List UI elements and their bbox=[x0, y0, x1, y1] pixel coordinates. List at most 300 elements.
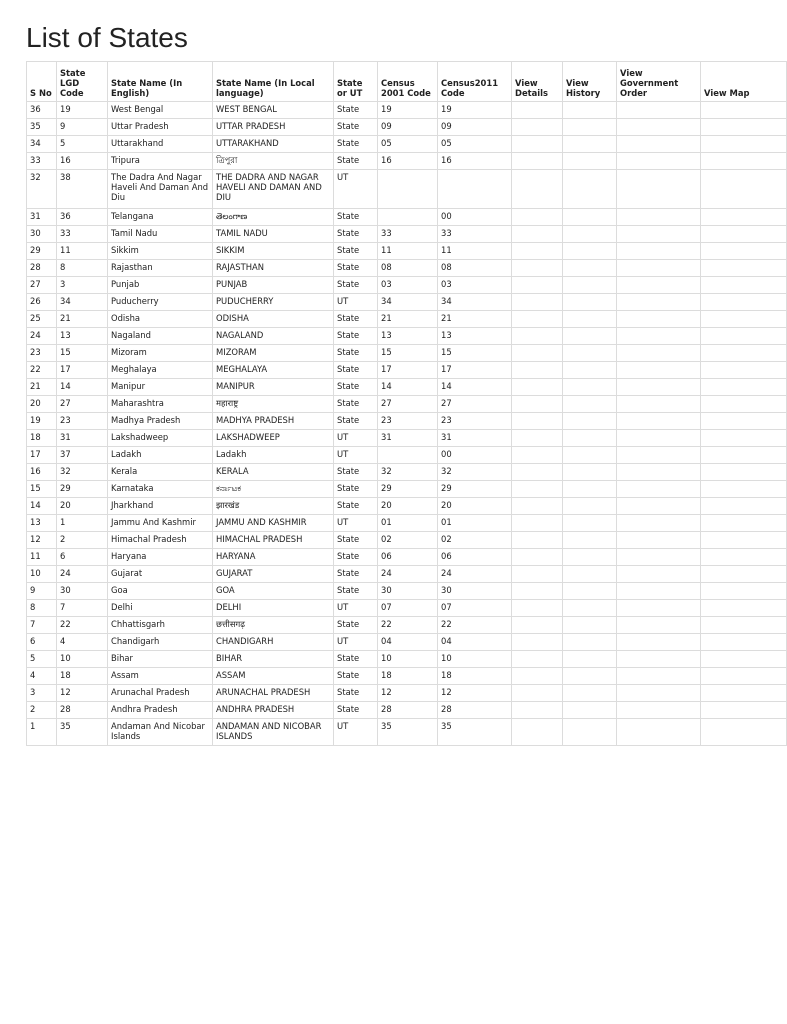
cell-state-name-english: Kerala bbox=[108, 464, 213, 481]
view-history-cell[interactable] bbox=[563, 226, 617, 243]
cell-state-lgd-code: 22 bbox=[57, 617, 108, 634]
view-government-order-cell[interactable] bbox=[617, 102, 701, 119]
view-history-cell[interactable] bbox=[563, 532, 617, 549]
view-history-cell[interactable] bbox=[563, 549, 617, 566]
cell-s-no: 26 bbox=[27, 294, 57, 311]
cell-census-2001-code: 34 bbox=[378, 294, 438, 311]
cell-state-name-english: Chhattisgarh bbox=[108, 617, 213, 634]
cell-s-no: 22 bbox=[27, 362, 57, 379]
cell-state-name-local: తెలంగాణ bbox=[213, 209, 334, 226]
view-map-cell[interactable] bbox=[701, 600, 787, 617]
view-history-cell[interactable] bbox=[563, 328, 617, 345]
view-history-cell[interactable] bbox=[563, 260, 617, 277]
view-government-order-cell[interactable] bbox=[617, 702, 701, 719]
view-government-order-cell[interactable] bbox=[617, 345, 701, 362]
view-government-order-cell[interactable] bbox=[617, 481, 701, 498]
cell-census-2001-code: 16 bbox=[378, 153, 438, 170]
cell-state-or-ut: State bbox=[334, 277, 378, 294]
view-history-cell[interactable] bbox=[563, 719, 617, 746]
view-government-order-cell[interactable] bbox=[617, 294, 701, 311]
cell-state-name-english: Uttarakhand bbox=[108, 136, 213, 153]
view-details-cell[interactable] bbox=[512, 702, 563, 719]
view-government-order-cell[interactable] bbox=[617, 413, 701, 430]
view-details-cell[interactable] bbox=[512, 617, 563, 634]
cell-state-name-english: Karnataka bbox=[108, 481, 213, 498]
cell-state-name-english: Assam bbox=[108, 668, 213, 685]
view-history-cell[interactable] bbox=[563, 481, 617, 498]
table-row bbox=[27, 396, 787, 413]
view-map-cell[interactable] bbox=[701, 583, 787, 600]
states-table-container bbox=[26, 61, 750, 746]
cell-s-no: 35 bbox=[27, 119, 57, 136]
view-map-cell[interactable] bbox=[701, 362, 787, 379]
view-map-cell[interactable] bbox=[701, 243, 787, 260]
cell-census-2001-code: 27 bbox=[378, 396, 438, 413]
view-government-order-cell[interactable] bbox=[617, 515, 701, 532]
cell-state-lgd-code: 3 bbox=[57, 277, 108, 294]
cell-census-2011-code: 11 bbox=[438, 243, 512, 260]
view-map-cell[interactable] bbox=[701, 532, 787, 549]
view-map-cell[interactable] bbox=[701, 685, 787, 702]
view-map-cell[interactable] bbox=[701, 102, 787, 119]
cell-census-2001-code: 04 bbox=[378, 634, 438, 651]
cell-state-or-ut: UT bbox=[334, 447, 378, 464]
view-government-order-cell[interactable] bbox=[617, 209, 701, 226]
cell-state-name-english: Bihar bbox=[108, 651, 213, 668]
table-row bbox=[27, 170, 787, 209]
view-details-cell[interactable] bbox=[512, 566, 563, 583]
cell-s-no: 17 bbox=[27, 447, 57, 464]
view-details-cell[interactable] bbox=[512, 481, 563, 498]
cell-state-or-ut: State bbox=[334, 102, 378, 119]
view-government-order-cell[interactable] bbox=[617, 549, 701, 566]
view-government-order-cell[interactable] bbox=[617, 600, 701, 617]
view-map-cell[interactable] bbox=[701, 413, 787, 430]
view-government-order-cell[interactable] bbox=[617, 243, 701, 260]
view-government-order-cell[interactable] bbox=[617, 396, 701, 413]
view-government-order-cell[interactable] bbox=[617, 277, 701, 294]
cell-state-name-local: GUJARAT bbox=[213, 566, 334, 583]
view-details-cell[interactable] bbox=[512, 226, 563, 243]
view-government-order-cell[interactable] bbox=[617, 464, 701, 481]
cell-census-2011-code: 35 bbox=[438, 719, 512, 746]
cell-s-no: 4 bbox=[27, 668, 57, 685]
cell-census-2011-code: 06 bbox=[438, 549, 512, 566]
table-row bbox=[27, 464, 787, 481]
view-government-order-cell[interactable] bbox=[617, 617, 701, 634]
view-details-cell[interactable] bbox=[512, 209, 563, 226]
col-header-census-2011-code: Census2011 Code bbox=[438, 62, 512, 102]
cell-s-no: 29 bbox=[27, 243, 57, 260]
cell-census-2001-code: 22 bbox=[378, 617, 438, 634]
cell-state-name-local: Ladakh bbox=[213, 447, 334, 464]
view-history-cell[interactable] bbox=[563, 396, 617, 413]
view-details-cell[interactable] bbox=[512, 430, 563, 447]
cell-s-no: 36 bbox=[27, 102, 57, 119]
view-history-cell[interactable] bbox=[563, 362, 617, 379]
cell-s-no: 33 bbox=[27, 153, 57, 170]
view-details-cell[interactable] bbox=[512, 294, 563, 311]
table-row bbox=[27, 498, 787, 515]
view-government-order-cell[interactable] bbox=[617, 379, 701, 396]
view-map-cell[interactable] bbox=[701, 209, 787, 226]
view-map-cell[interactable] bbox=[701, 702, 787, 719]
cell-s-no: 9 bbox=[27, 583, 57, 600]
view-government-order-cell[interactable] bbox=[617, 498, 701, 515]
view-map-cell[interactable] bbox=[701, 430, 787, 447]
view-history-cell[interactable] bbox=[563, 515, 617, 532]
col-header-state-name-local: State Name (In Local language) bbox=[213, 62, 334, 102]
cell-census-2001-code: 29 bbox=[378, 481, 438, 498]
cell-state-or-ut: State bbox=[334, 136, 378, 153]
cell-state-name-english: Jharkhand bbox=[108, 498, 213, 515]
cell-state-name-local: NAGALAND bbox=[213, 328, 334, 345]
cell-s-no: 18 bbox=[27, 430, 57, 447]
view-history-cell[interactable] bbox=[563, 119, 617, 136]
view-details-cell[interactable] bbox=[512, 119, 563, 136]
view-history-cell[interactable] bbox=[563, 136, 617, 153]
col-header-view-history: View History bbox=[563, 62, 617, 102]
cell-state-lgd-code: 21 bbox=[57, 311, 108, 328]
cell-state-name-local: HARYANA bbox=[213, 549, 334, 566]
cell-state-or-ut: State bbox=[334, 464, 378, 481]
cell-state-lgd-code: 11 bbox=[57, 243, 108, 260]
cell-census-2001-code: 19 bbox=[378, 102, 438, 119]
cell-state-or-ut: State bbox=[334, 379, 378, 396]
view-details-cell[interactable] bbox=[512, 345, 563, 362]
cell-state-or-ut: State bbox=[334, 549, 378, 566]
view-details-cell[interactable] bbox=[512, 243, 563, 260]
cell-census-2001-code: 02 bbox=[378, 532, 438, 549]
view-government-order-cell[interactable] bbox=[617, 685, 701, 702]
cell-state-or-ut: UT bbox=[334, 515, 378, 532]
view-map-cell[interactable] bbox=[701, 481, 787, 498]
cell-census-2011-code: 02 bbox=[438, 532, 512, 549]
view-history-cell[interactable] bbox=[563, 583, 617, 600]
view-government-order-cell[interactable] bbox=[617, 153, 701, 170]
cell-census-2001-code: 17 bbox=[378, 362, 438, 379]
view-government-order-cell[interactable] bbox=[617, 532, 701, 549]
view-details-cell[interactable] bbox=[512, 153, 563, 170]
view-history-cell[interactable] bbox=[563, 102, 617, 119]
cell-state-lgd-code: 16 bbox=[57, 153, 108, 170]
table-row bbox=[27, 345, 787, 362]
view-government-order-cell[interactable] bbox=[617, 668, 701, 685]
cell-census-2011-code: 12 bbox=[438, 685, 512, 702]
view-details-cell[interactable] bbox=[512, 719, 563, 746]
view-history-cell[interactable] bbox=[563, 668, 617, 685]
view-map-cell[interactable] bbox=[701, 464, 787, 481]
view-history-cell[interactable] bbox=[563, 153, 617, 170]
col-header-state-or-ut: State or UT bbox=[334, 62, 378, 102]
view-details-cell[interactable] bbox=[512, 651, 563, 668]
cell-state-or-ut: State bbox=[334, 617, 378, 634]
table-row bbox=[27, 311, 787, 328]
view-details-cell[interactable] bbox=[512, 413, 563, 430]
view-map-cell[interactable] bbox=[701, 498, 787, 515]
table-row bbox=[27, 600, 787, 617]
cell-census-2011-code: 19 bbox=[438, 102, 512, 119]
cell-state-lgd-code: 37 bbox=[57, 447, 108, 464]
view-details-cell[interactable] bbox=[512, 396, 563, 413]
view-details-cell[interactable] bbox=[512, 102, 563, 119]
view-government-order-cell[interactable] bbox=[617, 170, 701, 209]
table-row bbox=[27, 719, 787, 746]
cell-s-no: 30 bbox=[27, 226, 57, 243]
cell-state-name-english: Uttar Pradesh bbox=[108, 119, 213, 136]
view-map-cell[interactable] bbox=[701, 226, 787, 243]
cell-s-no: 1 bbox=[27, 719, 57, 746]
cell-state-name-local: ODISHA bbox=[213, 311, 334, 328]
cell-census-2011-code: 27 bbox=[438, 396, 512, 413]
cell-state-lgd-code: 2 bbox=[57, 532, 108, 549]
view-history-cell[interactable] bbox=[563, 651, 617, 668]
view-map-cell[interactable] bbox=[701, 617, 787, 634]
cell-s-no: 13 bbox=[27, 515, 57, 532]
view-map-cell[interactable] bbox=[701, 260, 787, 277]
cell-census-2001-code: 08 bbox=[378, 260, 438, 277]
view-map-cell[interactable] bbox=[701, 379, 787, 396]
cell-s-no: 2 bbox=[27, 702, 57, 719]
cell-state-lgd-code: 33 bbox=[57, 226, 108, 243]
cell-state-or-ut: State bbox=[334, 668, 378, 685]
cell-state-name-local: ANDAMAN AND NICOBAR ISLANDS bbox=[213, 719, 334, 746]
view-map-cell[interactable] bbox=[701, 153, 787, 170]
view-government-order-cell[interactable] bbox=[617, 226, 701, 243]
table-row bbox=[27, 685, 787, 702]
view-details-cell[interactable] bbox=[512, 685, 563, 702]
cell-state-name-local: HIMACHAL PRADESH bbox=[213, 532, 334, 549]
cell-state-lgd-code: 34 bbox=[57, 294, 108, 311]
cell-census-2011-code: 09 bbox=[438, 119, 512, 136]
view-map-cell[interactable] bbox=[701, 170, 787, 209]
cell-state-lgd-code: 12 bbox=[57, 685, 108, 702]
table-row bbox=[27, 668, 787, 685]
cell-s-no: 3 bbox=[27, 685, 57, 702]
view-details-cell[interactable] bbox=[512, 549, 563, 566]
view-details-cell[interactable] bbox=[512, 136, 563, 153]
table-row bbox=[27, 328, 787, 345]
cell-state-or-ut: UT bbox=[334, 294, 378, 311]
view-details-cell[interactable] bbox=[512, 515, 563, 532]
table-body bbox=[27, 102, 787, 746]
cell-s-no: 12 bbox=[27, 532, 57, 549]
cell-census-2001-code: 20 bbox=[378, 498, 438, 515]
view-details-cell[interactable] bbox=[512, 170, 563, 209]
cell-state-name-local: MADHYA PRADESH bbox=[213, 413, 334, 430]
cell-state-name-local: MEGHALAYA bbox=[213, 362, 334, 379]
view-map-cell[interactable] bbox=[701, 277, 787, 294]
cell-state-name-english: Chandigarh bbox=[108, 634, 213, 651]
view-details-cell[interactable] bbox=[512, 532, 563, 549]
table-row bbox=[27, 379, 787, 396]
view-government-order-cell[interactable] bbox=[617, 651, 701, 668]
cell-state-name-english: Maharashtra bbox=[108, 396, 213, 413]
view-government-order-cell[interactable] bbox=[617, 583, 701, 600]
cell-state-name-local: WEST BENGAL bbox=[213, 102, 334, 119]
cell-census-2001-code: 09 bbox=[378, 119, 438, 136]
cell-state-name-english: Sikkim bbox=[108, 243, 213, 260]
view-government-order-cell[interactable] bbox=[617, 260, 701, 277]
view-map-cell[interactable] bbox=[701, 119, 787, 136]
cell-state-name-local: झारखंड bbox=[213, 498, 334, 515]
cell-state-name-local: DELHI bbox=[213, 600, 334, 617]
view-government-order-cell[interactable] bbox=[617, 136, 701, 153]
table-row bbox=[27, 532, 787, 549]
cell-s-no: 6 bbox=[27, 634, 57, 651]
cell-s-no: 8 bbox=[27, 600, 57, 617]
view-government-order-cell[interactable] bbox=[617, 447, 701, 464]
cell-s-no: 16 bbox=[27, 464, 57, 481]
view-history-cell[interactable] bbox=[563, 430, 617, 447]
view-details-cell[interactable] bbox=[512, 668, 563, 685]
table-row bbox=[27, 447, 787, 464]
view-details-cell[interactable] bbox=[512, 379, 563, 396]
view-map-cell[interactable] bbox=[701, 515, 787, 532]
view-history-cell[interactable] bbox=[563, 600, 617, 617]
table-row bbox=[27, 119, 787, 136]
view-history-cell[interactable] bbox=[563, 413, 617, 430]
cell-state-or-ut: State bbox=[334, 311, 378, 328]
cell-census-2011-code: 05 bbox=[438, 136, 512, 153]
table-row bbox=[27, 260, 787, 277]
cell-state-name-local: GOA bbox=[213, 583, 334, 600]
view-map-cell[interactable] bbox=[701, 668, 787, 685]
cell-census-2011-code: 00 bbox=[438, 209, 512, 226]
cell-census-2011-code: 14 bbox=[438, 379, 512, 396]
col-header-census-2001-code: Census 2001 Code bbox=[378, 62, 438, 102]
view-history-cell[interactable] bbox=[563, 447, 617, 464]
cell-state-name-local: SIKKIM bbox=[213, 243, 334, 260]
cell-state-lgd-code: 10 bbox=[57, 651, 108, 668]
view-history-cell[interactable] bbox=[563, 243, 617, 260]
cell-state-name-local: MANIPUR bbox=[213, 379, 334, 396]
cell-state-name-english: Delhi bbox=[108, 600, 213, 617]
view-history-cell[interactable] bbox=[563, 634, 617, 651]
view-history-cell[interactable] bbox=[563, 464, 617, 481]
view-map-cell[interactable] bbox=[701, 566, 787, 583]
view-map-cell[interactable] bbox=[701, 447, 787, 464]
view-map-cell[interactable] bbox=[701, 311, 787, 328]
view-map-cell[interactable] bbox=[701, 396, 787, 413]
view-government-order-cell[interactable] bbox=[617, 362, 701, 379]
page-title: List of States bbox=[26, 22, 188, 53]
view-history-cell[interactable] bbox=[563, 617, 617, 634]
view-history-cell[interactable] bbox=[563, 294, 617, 311]
cell-state-lgd-code: 17 bbox=[57, 362, 108, 379]
view-details-cell[interactable] bbox=[512, 362, 563, 379]
cell-census-2001-code: 10 bbox=[378, 651, 438, 668]
cell-state-lgd-code: 15 bbox=[57, 345, 108, 362]
view-details-cell[interactable] bbox=[512, 311, 563, 328]
view-map-cell[interactable] bbox=[701, 634, 787, 651]
view-details-cell[interactable] bbox=[512, 583, 563, 600]
cell-census-2001-code: 12 bbox=[378, 685, 438, 702]
cell-s-no: 28 bbox=[27, 260, 57, 277]
cell-state-name-local: THE DADRA AND NAGAR HAVELI AND DAMAN AND DIU bbox=[213, 170, 334, 209]
view-government-order-cell[interactable] bbox=[617, 634, 701, 651]
view-details-cell[interactable] bbox=[512, 464, 563, 481]
cell-census-2011-code: 13 bbox=[438, 328, 512, 345]
cell-state-lgd-code: 23 bbox=[57, 413, 108, 430]
view-history-cell[interactable] bbox=[563, 702, 617, 719]
view-details-cell[interactable] bbox=[512, 260, 563, 277]
view-map-cell[interactable] bbox=[701, 651, 787, 668]
view-history-cell[interactable] bbox=[563, 209, 617, 226]
view-history-cell[interactable] bbox=[563, 311, 617, 328]
view-history-cell[interactable] bbox=[563, 379, 617, 396]
view-government-order-cell[interactable] bbox=[617, 119, 701, 136]
view-government-order-cell[interactable] bbox=[617, 430, 701, 447]
view-details-cell[interactable] bbox=[512, 600, 563, 617]
col-header-view-government-order: View Government Order bbox=[617, 62, 701, 102]
cell-census-2001-code bbox=[378, 170, 438, 209]
cell-state-lgd-code: 9 bbox=[57, 119, 108, 136]
cell-state-name-local: UTTAR PRADESH bbox=[213, 119, 334, 136]
view-history-cell[interactable] bbox=[563, 277, 617, 294]
view-details-cell[interactable] bbox=[512, 447, 563, 464]
col-header-view-details: View Details bbox=[512, 62, 563, 102]
view-map-cell[interactable] bbox=[701, 719, 787, 746]
view-government-order-cell[interactable] bbox=[617, 566, 701, 583]
cell-state-name-local: JAMMU AND KASHMIR bbox=[213, 515, 334, 532]
view-history-cell[interactable] bbox=[563, 345, 617, 362]
view-history-cell[interactable] bbox=[563, 498, 617, 515]
cell-state-lgd-code: 4 bbox=[57, 634, 108, 651]
view-history-cell[interactable] bbox=[563, 685, 617, 702]
table-row bbox=[27, 634, 787, 651]
view-government-order-cell[interactable] bbox=[617, 328, 701, 345]
view-map-cell[interactable] bbox=[701, 345, 787, 362]
cell-state-lgd-code: 13 bbox=[57, 328, 108, 345]
cell-state-lgd-code: 27 bbox=[57, 396, 108, 413]
table-row bbox=[27, 651, 787, 668]
view-history-cell[interactable] bbox=[563, 170, 617, 209]
cell-s-no: 19 bbox=[27, 413, 57, 430]
cell-state-lgd-code: 1 bbox=[57, 515, 108, 532]
cell-s-no: 32 bbox=[27, 170, 57, 209]
cell-state-lgd-code: 20 bbox=[57, 498, 108, 515]
view-history-cell[interactable] bbox=[563, 566, 617, 583]
view-map-cell[interactable] bbox=[701, 294, 787, 311]
cell-census-2001-code bbox=[378, 447, 438, 464]
cell-state-name-english: Lakshadweep bbox=[108, 430, 213, 447]
cell-state-name-english: Andaman And Nicobar Islands bbox=[108, 719, 213, 746]
view-details-cell[interactable] bbox=[512, 634, 563, 651]
cell-s-no: 24 bbox=[27, 328, 57, 345]
view-map-cell[interactable] bbox=[701, 136, 787, 153]
view-map-cell[interactable] bbox=[701, 328, 787, 345]
view-details-cell[interactable] bbox=[512, 277, 563, 294]
view-details-cell[interactable] bbox=[512, 498, 563, 515]
cell-s-no: 21 bbox=[27, 379, 57, 396]
view-details-cell[interactable] bbox=[512, 328, 563, 345]
cell-state-name-english: Madhya Pradesh bbox=[108, 413, 213, 430]
view-government-order-cell[interactable] bbox=[617, 719, 701, 746]
cell-census-2001-code: 31 bbox=[378, 430, 438, 447]
table-row bbox=[27, 515, 787, 532]
cell-s-no: 20 bbox=[27, 396, 57, 413]
view-government-order-cell[interactable] bbox=[617, 311, 701, 328]
cell-census-2011-code: 10 bbox=[438, 651, 512, 668]
cell-state-or-ut: State bbox=[334, 583, 378, 600]
view-map-cell[interactable] bbox=[701, 549, 787, 566]
cell-state-or-ut: UT bbox=[334, 170, 378, 209]
cell-state-name-english: Gujarat bbox=[108, 566, 213, 583]
cell-census-2001-code: 30 bbox=[378, 583, 438, 600]
cell-census-2011-code: 30 bbox=[438, 583, 512, 600]
cell-state-or-ut: State bbox=[334, 260, 378, 277]
